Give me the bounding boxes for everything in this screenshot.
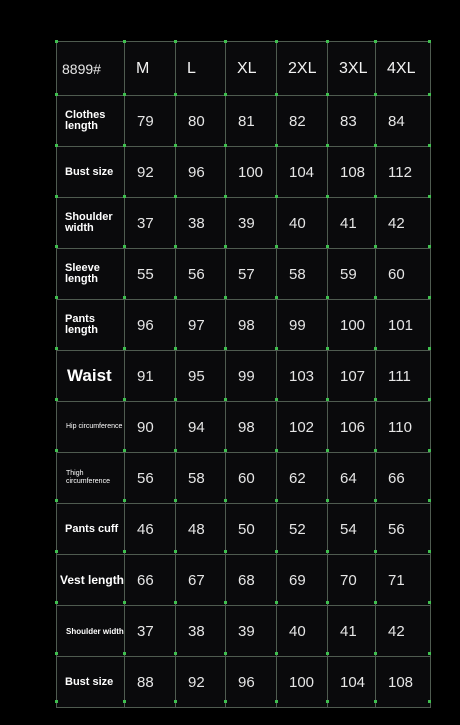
grid-marker (275, 550, 278, 553)
measurement-cell: 37 (125, 606, 176, 657)
grid-marker (224, 144, 227, 147)
measurement-cell: 42 (376, 606, 431, 657)
grid-marker (275, 601, 278, 604)
grid-marker (275, 449, 278, 452)
grid-marker (326, 245, 329, 248)
measurement-cell: 59 (328, 249, 376, 300)
grid-marker (174, 347, 177, 350)
grid-marker (374, 296, 377, 299)
measurement-cell: 96 (176, 147, 226, 198)
size-header-4xl: 4XL (376, 42, 431, 96)
grid-marker (374, 93, 377, 96)
grid-marker (224, 195, 227, 198)
grid-marker (374, 398, 377, 401)
measurement-cell: 101 (376, 300, 431, 351)
measurement-cell: 96 (125, 300, 176, 351)
grid-marker (326, 398, 329, 401)
grid-marker (275, 93, 278, 96)
grid-marker (275, 144, 278, 147)
grid-marker (174, 652, 177, 655)
grid-marker (123, 40, 126, 43)
measurement-cell: 95 (176, 351, 226, 402)
measurement-cell: 69 (277, 555, 328, 606)
grid-marker (174, 144, 177, 147)
header-row (57, 42, 431, 96)
grid-marker (55, 652, 58, 655)
grid-marker (428, 144, 431, 147)
measurement-cell: 38 (176, 606, 226, 657)
grid-marker (374, 449, 377, 452)
grid-marker (326, 550, 329, 553)
measurement-cell: 58 (176, 453, 226, 504)
grid-marker (374, 601, 377, 604)
row-label: Sleeve length (57, 249, 125, 300)
grid-marker (174, 195, 177, 198)
grid-marker (326, 195, 329, 198)
grid-marker (123, 195, 126, 198)
measurement-cell: 112 (376, 147, 431, 198)
table-row (57, 402, 431, 453)
grid-marker (374, 700, 377, 703)
grid-marker (55, 550, 58, 553)
measurement-cell: 92 (125, 147, 176, 198)
grid-marker (174, 93, 177, 96)
measurement-cell: 67 (176, 555, 226, 606)
measurement-cell: 38 (176, 198, 226, 249)
measurement-cell: 60 (226, 453, 277, 504)
measurement-cell: 108 (376, 657, 431, 708)
measurement-cell: 104 (328, 657, 376, 708)
grid-marker (275, 398, 278, 401)
row-label: Hip circumference (57, 402, 125, 453)
grid-marker (374, 499, 377, 502)
table-row (57, 249, 431, 300)
grid-marker (123, 700, 126, 703)
grid-marker (275, 195, 278, 198)
grid-marker (174, 296, 177, 299)
grid-marker (326, 93, 329, 96)
measurement-cell: 99 (277, 300, 328, 351)
grid-marker (123, 296, 126, 299)
grid-marker (326, 499, 329, 502)
table-row (57, 504, 431, 555)
grid-marker (428, 449, 431, 452)
grid-marker (326, 601, 329, 604)
measurement-cell: 107 (328, 351, 376, 402)
measurement-cell: 84 (376, 96, 431, 147)
measurement-cell: 70 (328, 555, 376, 606)
row-label: Waist (57, 351, 125, 402)
measurement-cell: 100 (328, 300, 376, 351)
grid-marker (55, 40, 58, 43)
measurement-cell: 64 (328, 453, 376, 504)
measurement-cell: 57 (226, 249, 277, 300)
grid-marker (326, 40, 329, 43)
grid-marker (326, 347, 329, 350)
grid-marker (428, 93, 431, 96)
grid-marker (55, 499, 58, 502)
measurement-cell: 79 (125, 96, 176, 147)
measurement-cell: 90 (125, 402, 176, 453)
measurement-cell: 42 (376, 198, 431, 249)
measurement-cell: 111 (376, 351, 431, 402)
grid-marker (174, 40, 177, 43)
table-row (57, 606, 431, 657)
measurement-cell: 92 (176, 657, 226, 708)
row-label: Pants cuff (57, 504, 125, 555)
measurement-cell: 62 (277, 453, 328, 504)
measurement-cell: 66 (376, 453, 431, 504)
grid-marker (374, 347, 377, 350)
table-row (57, 300, 431, 351)
measurement-cell: 56 (376, 504, 431, 555)
measurement-cell: 97 (176, 300, 226, 351)
grid-marker (55, 245, 58, 248)
row-label: Clothes length (57, 96, 125, 147)
table-row (57, 147, 431, 198)
row-label: Bust size (57, 147, 125, 198)
measurement-cell: 56 (176, 249, 226, 300)
grid-marker (55, 398, 58, 401)
grid-marker (275, 652, 278, 655)
grid-marker (374, 652, 377, 655)
grid-marker (174, 601, 177, 604)
measurement-cell: 40 (277, 606, 328, 657)
table-row (57, 96, 431, 147)
grid-marker (174, 398, 177, 401)
measurement-cell: 55 (125, 249, 176, 300)
grid-marker (123, 347, 126, 350)
row-label: Thigh circumference (57, 453, 125, 504)
grid-marker (174, 499, 177, 502)
grid-marker (326, 700, 329, 703)
measurement-cell: 60 (376, 249, 431, 300)
grid-marker (123, 550, 126, 553)
grid-marker (326, 652, 329, 655)
measurement-cell: 98 (226, 402, 277, 453)
grid-marker (123, 245, 126, 248)
grid-marker (275, 296, 278, 299)
measurement-cell: 39 (226, 606, 277, 657)
grid-marker (224, 652, 227, 655)
measurement-cell: 54 (328, 504, 376, 555)
measurement-cell: 83 (328, 96, 376, 147)
grid-marker (55, 296, 58, 299)
measurement-cell: 56 (125, 453, 176, 504)
size-header-m: M (125, 42, 176, 96)
size-table (56, 41, 431, 708)
grid-marker (224, 601, 227, 604)
grid-marker (55, 144, 58, 147)
grid-marker (428, 296, 431, 299)
grid-marker (224, 449, 227, 452)
grid-marker (123, 601, 126, 604)
measurement-cell: 106 (328, 402, 376, 453)
grid-marker (275, 347, 278, 350)
grid-marker (224, 296, 227, 299)
size-header-l: L (176, 42, 226, 96)
measurement-cell: 37 (125, 198, 176, 249)
grid-marker (428, 652, 431, 655)
grid-marker (374, 144, 377, 147)
grid-marker (123, 652, 126, 655)
grid-marker (326, 449, 329, 452)
measurement-cell: 110 (376, 402, 431, 453)
grid-marker (123, 499, 126, 502)
grid-marker (428, 499, 431, 502)
grid-marker (174, 550, 177, 553)
grid-marker (123, 93, 126, 96)
grid-marker (428, 700, 431, 703)
grid-marker (275, 245, 278, 248)
measurement-cell: 104 (277, 147, 328, 198)
grid-marker (428, 195, 431, 198)
grid-marker (123, 398, 126, 401)
row-label: Vest length (57, 555, 125, 606)
grid-marker (374, 550, 377, 553)
grid-marker (55, 700, 58, 703)
row-label: Pants length (57, 300, 125, 351)
measurement-cell: 103 (277, 351, 328, 402)
grid-marker (224, 550, 227, 553)
grid-marker (55, 347, 58, 350)
row-label: Shoulder width (57, 198, 125, 249)
grid-marker (224, 499, 227, 502)
grid-marker (55, 449, 58, 452)
measurement-cell: 94 (176, 402, 226, 453)
grid-marker (374, 195, 377, 198)
table-body (57, 96, 431, 708)
measurement-cell: 58 (277, 249, 328, 300)
grid-marker (174, 245, 177, 248)
grid-marker (326, 296, 329, 299)
grid-marker (55, 93, 58, 96)
size-header-3xl: 3XL (328, 42, 376, 96)
grid-marker (374, 245, 377, 248)
measurement-cell: 50 (226, 504, 277, 555)
measurement-cell: 39 (226, 198, 277, 249)
grid-marker (224, 347, 227, 350)
measurement-cell: 100 (277, 657, 328, 708)
measurement-cell: 91 (125, 351, 176, 402)
grid-marker (174, 700, 177, 703)
grid-marker (275, 499, 278, 502)
size-header-xl: XL (226, 42, 277, 96)
measurement-cell: 71 (376, 555, 431, 606)
row-label: Shoulder width (57, 606, 125, 657)
measurement-cell: 41 (328, 198, 376, 249)
measurement-cell: 81 (226, 96, 277, 147)
size-chart (56, 41, 430, 704)
measurement-cell: 40 (277, 198, 328, 249)
measurement-cell: 80 (176, 96, 226, 147)
measurement-cell: 41 (328, 606, 376, 657)
table-row (57, 351, 431, 402)
grid-marker (428, 601, 431, 604)
grid-marker (123, 144, 126, 147)
size-header-2xl: 2XL (277, 42, 328, 96)
measurement-cell: 96 (226, 657, 277, 708)
grid-marker (275, 700, 278, 703)
grid-marker (55, 601, 58, 604)
measurement-cell: 99 (226, 351, 277, 402)
measurement-cell: 52 (277, 504, 328, 555)
grid-marker (275, 40, 278, 43)
measurement-cell: 102 (277, 402, 328, 453)
table-row (57, 555, 431, 606)
grid-marker (428, 347, 431, 350)
table-row (57, 453, 431, 504)
table-row (57, 198, 431, 249)
grid-marker (428, 550, 431, 553)
measurement-cell: 48 (176, 504, 226, 555)
grid-marker (428, 40, 431, 43)
measurement-cell: 68 (226, 555, 277, 606)
grid-marker (374, 40, 377, 43)
measurement-cell: 82 (277, 96, 328, 147)
measurement-cell: 108 (328, 147, 376, 198)
grid-marker (224, 398, 227, 401)
measurement-cell: 88 (125, 657, 176, 708)
measurement-cell: 66 (125, 555, 176, 606)
grid-marker (428, 398, 431, 401)
row-label: Bust size (57, 657, 125, 708)
measurement-cell: 46 (125, 504, 176, 555)
measurement-cell: 98 (226, 300, 277, 351)
grid-marker (326, 144, 329, 147)
measurement-cell: 100 (226, 147, 277, 198)
grid-marker (224, 93, 227, 96)
grid-marker (123, 449, 126, 452)
grid-marker (55, 195, 58, 198)
model-number: 8899# (57, 42, 125, 96)
grid-marker (174, 449, 177, 452)
grid-marker (224, 245, 227, 248)
grid-marker (224, 40, 227, 43)
grid-marker (224, 700, 227, 703)
grid-marker (428, 245, 431, 248)
